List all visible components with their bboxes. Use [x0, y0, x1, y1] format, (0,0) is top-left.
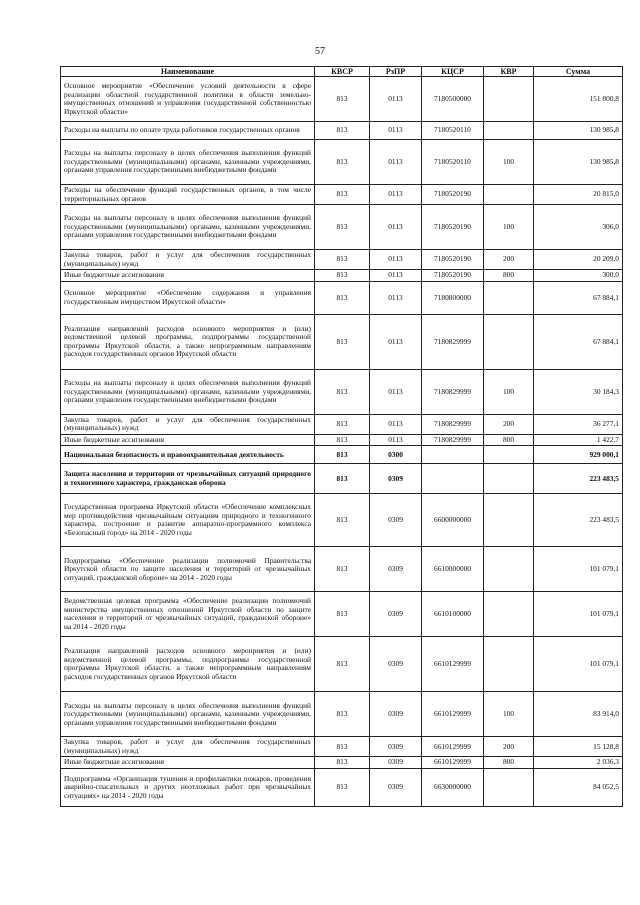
- cell-rzpr: 0309: [370, 637, 422, 692]
- cell-name: Реализация направлений расходов основного мероприятия и (или) ведомственной целевой программы, подпрограммы государственной программы Иркутской области, а также непрограммным направлениям расходов государственных органов Иркутской области: [61, 314, 315, 369]
- table-row: [61, 250, 623, 270]
- cell-kvr: 100: [484, 140, 534, 185]
- cell-kvsr: 813: [315, 434, 370, 446]
- cell-sum: 83 914,0: [534, 692, 623, 737]
- page-number: 57: [315, 46, 325, 57]
- cell-rzpr: 0113: [370, 314, 422, 369]
- cell-kcsr: 7180829999: [422, 314, 484, 369]
- cell-kvsr: 813: [315, 140, 370, 185]
- cell-kvr: [484, 464, 534, 494]
- cell-kcsr: 7180520190: [422, 205, 484, 250]
- table-row: [61, 494, 623, 547]
- cell-rzpr: 0309: [370, 692, 422, 737]
- cell-sum: 101 079,1: [534, 592, 623, 637]
- cell-kcsr: [422, 446, 484, 464]
- cell-kcsr: 6610129999: [422, 757, 484, 769]
- cell-rzpr: 0113: [370, 270, 422, 282]
- table-row: [61, 446, 623, 464]
- cell-kcsr: 7180520190: [422, 270, 484, 282]
- cell-kvr: 100: [484, 692, 534, 737]
- header-sum: Сумма: [534, 67, 623, 77]
- cell-kvr: 100: [484, 205, 534, 250]
- cell-sum: 2 036,3: [534, 757, 623, 769]
- table-row: [61, 592, 623, 637]
- cell-kvsr: 813: [315, 281, 370, 314]
- table-row: [61, 314, 623, 369]
- cell-rzpr: 0113: [370, 205, 422, 250]
- cell-kvsr: 813: [315, 737, 370, 757]
- cell-name: Закупка товаров, работ и услуг для обеспечения государственных (муниципальных) нужд: [61, 414, 315, 434]
- cell-sum: 20 209,0: [534, 250, 623, 270]
- cell-kvsr: 813: [315, 414, 370, 434]
- header-name: Наименование: [61, 67, 315, 77]
- cell-kvsr: 813: [315, 464, 370, 494]
- cell-rzpr: 0113: [370, 434, 422, 446]
- cell-rzpr: 0113: [370, 122, 422, 140]
- cell-sum: 223 483,5: [534, 494, 623, 547]
- table-row: [61, 270, 623, 282]
- cell-rzpr: 0113: [370, 281, 422, 314]
- table-row: [61, 692, 623, 737]
- cell-kvsr: 813: [315, 757, 370, 769]
- cell-rzpr: 0309: [370, 494, 422, 547]
- cell-sum: 30 184,3: [534, 369, 623, 414]
- cell-name: Расходы на выплаты персоналу в целях обеспечения выполнения функций государственными (муниципальными) органами, казенными учреждениями, органами управления государственными внебюджетными фондами: [61, 692, 315, 737]
- cell-name: Расходы на выплаты по оплате труда работников государственных органов: [61, 122, 315, 140]
- cell-kvr: [484, 446, 534, 464]
- cell-name: Подпрограмма «Организация тушения и профилактики пожаров, проведения аварийно-спасательных и других неотложных работ при чрезвычайных ситуациях» на 2014 - 2020 годы: [61, 768, 315, 806]
- cell-sum: 15 128,8: [534, 737, 623, 757]
- header-rzpr: РзПР: [370, 67, 422, 77]
- cell-sum: 67 884,1: [534, 314, 623, 369]
- cell-rzpr: 0309: [370, 768, 422, 806]
- cell-name: Закупка товаров, работ и услуг для обеспечения государственных (муниципальных) нужд: [61, 250, 315, 270]
- cell-kvr: [484, 547, 534, 592]
- cell-name: Иные бюджетные ассигнования: [61, 270, 315, 282]
- cell-kvsr: 813: [315, 250, 370, 270]
- cell-name: Защита населения и территории от чрезвычайных ситуаций природного и техногенного характера, гражданская оборона: [61, 464, 315, 494]
- budget-table: [60, 66, 623, 807]
- table-row: [61, 122, 623, 140]
- cell-kcsr: 7180520110: [422, 140, 484, 185]
- table-row: [61, 205, 623, 250]
- header-kvsr: КВСР: [315, 67, 370, 77]
- cell-sum: 84 052,5: [534, 768, 623, 806]
- cell-kvsr: 813: [315, 547, 370, 592]
- cell-kvsr: 813: [315, 637, 370, 692]
- cell-rzpr: 0309: [370, 592, 422, 637]
- cell-rzpr: 0309: [370, 547, 422, 592]
- cell-kcsr: [422, 464, 484, 494]
- cell-name: Подпрограмма «Обеспечение реализации полномочий Правительства Иркутской области по защите населения и территорий от чрезвычайных ситуаций, гражданской обороне» на 2014 - 2020 годы: [61, 547, 315, 592]
- cell-kvr: [484, 77, 534, 122]
- cell-sum: 36 277,1: [534, 414, 623, 434]
- cell-kvr: [484, 122, 534, 140]
- cell-kcsr: 6610100000: [422, 592, 484, 637]
- table-row: [61, 757, 623, 769]
- cell-kcsr: 6610129999: [422, 637, 484, 692]
- table-row: [61, 464, 623, 494]
- table-header-row: [61, 67, 623, 77]
- cell-kcsr: 7180829999: [422, 434, 484, 446]
- cell-name: Основное мероприятие «Обеспечение содержания и управления государственным имуществом Иркутской области»: [61, 281, 315, 314]
- cell-kvsr: 813: [315, 494, 370, 547]
- cell-kcsr: 7180829999: [422, 369, 484, 414]
- cell-rzpr: 0309: [370, 757, 422, 769]
- cell-kvr: 800: [484, 434, 534, 446]
- cell-kvsr: 813: [315, 768, 370, 806]
- cell-sum: 101 079,1: [534, 547, 623, 592]
- cell-kvsr: 813: [315, 205, 370, 250]
- header-kvr: КВР: [484, 67, 534, 77]
- cell-kvr: [484, 637, 534, 692]
- cell-kcsr: 7180520110: [422, 122, 484, 140]
- cell-sum: 101 079,1: [534, 637, 623, 692]
- cell-name: Расходы на обеспечение функций государственных органов, в том числе территориальных органов: [61, 185, 315, 205]
- cell-kvr: [484, 314, 534, 369]
- cell-name: Реализация направлений расходов основного мероприятия и (или) ведомственной целевой программы, подпрограммы государственной программы Иркутской области, а также непрограммным направлениям расходов государственных органов Иркутской области: [61, 637, 315, 692]
- cell-rzpr: 0113: [370, 185, 422, 205]
- cell-rzpr: 0113: [370, 369, 422, 414]
- cell-kvr: 800: [484, 757, 534, 769]
- cell-name: Расходы на выплаты персоналу в целях обеспечения выполнения функций государственными (муниципальными) органами, казенными учреждениями, органами управления государственными внебюджетными фондами: [61, 205, 315, 250]
- table-row: [61, 737, 623, 757]
- cell-kvr: [484, 281, 534, 314]
- cell-rzpr: 0309: [370, 737, 422, 757]
- cell-kvr: [484, 185, 534, 205]
- cell-kvr: [484, 494, 534, 547]
- cell-rzpr: 0113: [370, 414, 422, 434]
- cell-sum: 67 884,1: [534, 281, 623, 314]
- cell-kcsr: 6610000000: [422, 547, 484, 592]
- cell-kcsr: 6630000000: [422, 768, 484, 806]
- table-row: [61, 547, 623, 592]
- cell-kvsr: 813: [315, 185, 370, 205]
- cell-name: Ведомственная целевая программа «Обеспечение реализации полномочий министерства имущественных отношений Иркутской области по защите населения и территорий от чрезвычайных ситуаций, гражданской обороне» на 2014 - 2020 годы: [61, 592, 315, 637]
- table-row: [61, 185, 623, 205]
- cell-kvr: 200: [484, 737, 534, 757]
- cell-name: Расходы на выплаты персоналу в целях обеспечения выполнения функций государственными (муниципальными) органами, казенными учреждениями, органами управления государственными внебюджетными фондами: [61, 140, 315, 185]
- cell-kcsr: 7180520190: [422, 250, 484, 270]
- table-row: [61, 768, 623, 806]
- cell-kvr: 100: [484, 369, 534, 414]
- cell-rzpr: 0309: [370, 464, 422, 494]
- cell-kvsr: 813: [315, 446, 370, 464]
- cell-kvsr: 813: [315, 314, 370, 369]
- cell-kcsr: 7180829999: [422, 414, 484, 434]
- cell-kvsr: 813: [315, 122, 370, 140]
- table-row: [61, 369, 623, 414]
- cell-name: Основное мероприятие «Обеспечение условий деятельности в сфере реализации областной государственной политики в области земельно-имущественных отношений и управления государственной собственностью Иркутской области»: [61, 77, 315, 122]
- cell-sum: 300,0: [534, 270, 623, 282]
- cell-kcsr: 6600000000: [422, 494, 484, 547]
- cell-sum: 223 483,5: [534, 464, 623, 494]
- cell-sum: 130 985,8: [534, 140, 623, 185]
- table-row: [61, 414, 623, 434]
- cell-kvsr: 813: [315, 369, 370, 414]
- cell-kvr: 200: [484, 414, 534, 434]
- cell-sum: 130 985,8: [534, 122, 623, 140]
- cell-kvr: [484, 592, 534, 637]
- cell-rzpr: 0300: [370, 446, 422, 464]
- cell-kvr: [484, 768, 534, 806]
- cell-kcsr: 7180500000: [422, 77, 484, 122]
- cell-name: Государственная программа Иркутской области «Обеспечение комплексных мер противодействия чрезвычайным ситуациям природного и техногенного характера, построение и развитие аппаратно-программного комплекса «Безопасный город» на 2014 - 2020 годы: [61, 494, 315, 547]
- cell-rzpr: 0113: [370, 250, 422, 270]
- table-row: [61, 434, 623, 446]
- cell-kvsr: 813: [315, 692, 370, 737]
- table-row: [61, 637, 623, 692]
- table-row: [61, 140, 623, 185]
- cell-rzpr: 0113: [370, 77, 422, 122]
- cell-sum: 151 800,8: [534, 77, 623, 122]
- cell-kvsr: 813: [315, 592, 370, 637]
- cell-kvr: 800: [484, 270, 534, 282]
- cell-name: Национальная безопасность и правоохранительная деятельность: [61, 446, 315, 464]
- cell-sum: 929 000,1: [534, 446, 623, 464]
- cell-sum: 20 815,0: [534, 185, 623, 205]
- table-row: [61, 77, 623, 122]
- cell-kvsr: 813: [315, 77, 370, 122]
- cell-sum: 306,0: [534, 205, 623, 250]
- cell-kcsr: 7180800000: [422, 281, 484, 314]
- cell-name: Расходы на выплаты персоналу в целях обеспечения выполнения функций государственными (муниципальными) органами, казенными учреждениями, органами управления государственными внебюджетными фондами: [61, 369, 315, 414]
- cell-kcsr: 6610129999: [422, 692, 484, 737]
- cell-kcsr: 7180520190: [422, 185, 484, 205]
- table-row: [61, 281, 623, 314]
- cell-kvr: 200: [484, 250, 534, 270]
- cell-name: Иные бюджетные ассигнования: [61, 757, 315, 769]
- cell-name: Иные бюджетные ассигнования: [61, 434, 315, 446]
- cell-kvsr: 813: [315, 270, 370, 282]
- cell-sum: 1 422,7: [534, 434, 623, 446]
- cell-rzpr: 0113: [370, 140, 422, 185]
- header-kcsr: КЦСР: [422, 67, 484, 77]
- cell-kcsr: 6610129999: [422, 737, 484, 757]
- cell-name: Закупка товаров, работ и услуг для обеспечения государственных (муниципальных) нужд: [61, 737, 315, 757]
